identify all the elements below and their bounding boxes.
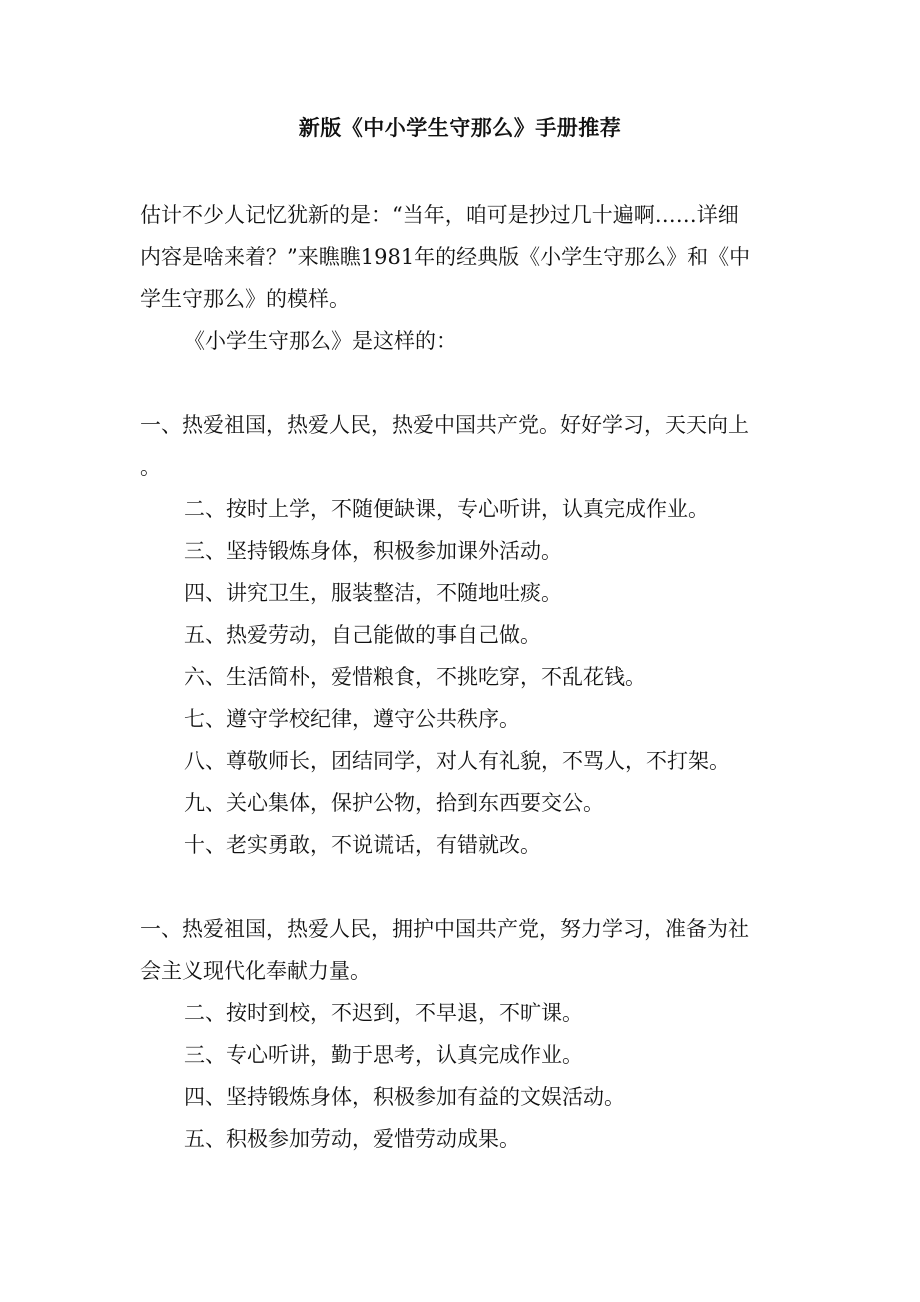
primary-rule-5: 五、热爱劳动，自己能做的事自己做。 (184, 623, 541, 647)
secondary-rule-2: 二、按时到校，不迟到，不早退，不旷课。 (184, 1001, 583, 1025)
secondary-rule-4: 四、坚持锻炼身体，积极参加有益的文娱活动。 (184, 1085, 625, 1109)
intro-line-2: 内容是啥来着？”来瞧瞧1981年的经典版《小学生守那么》和《中 (140, 245, 751, 269)
secondary-rule-3: 三、专心听讲，勤于思考，认真完成作业。 (184, 1043, 583, 1067)
primary-school-heading: 《小学生守那么》是这样的： (184, 329, 457, 353)
primary-rule-8: 八、尊敬师长，团结同学，对人有礼貌，不骂人，不打架。 (184, 749, 730, 773)
intro-line-1: 估计不少人记忆犹新的是：“当年，咱可是抄过几十遍啊……详细 (140, 203, 739, 227)
primary-rule-4: 四、讲究卫生，服装整洁，不随地吐痰。 (184, 581, 562, 605)
primary-rule-1: 一、热爱祖国，热爱人民，热爱中国共产党。好好学习，天天向上 (140, 413, 749, 437)
intro-line-3: 学生守那么》的模样。 (140, 287, 350, 311)
primary-rule-9: 九、关心集体，保护公物，拾到东西要交公。 (184, 791, 604, 815)
primary-rule-3: 三、坚持锻炼身体，积极参加课外活动。 (184, 539, 562, 563)
primary-rule-2: 二、按时上学，不随便缺课，专心听讲，认真完成作业。 (184, 497, 709, 521)
primary-rule-6: 六、生活简朴，爱惜粮食，不挑吃穿，不乱花钱。 (184, 665, 646, 689)
document-title: 新版《中小学生守那么》手册推荐 (298, 115, 622, 140)
secondary-rule-1: 一、热爱祖国，热爱人民，拥护中国共产党，努力学习，准备为社 (140, 917, 749, 941)
secondary-rule-5: 五、积极参加劳动，爱惜劳动成果。 (184, 1127, 520, 1151)
primary-rule-7: 七、遵守学校纪律，遵守公共秩序。 (184, 707, 520, 731)
primary-rule-10: 十、老实勇敢，不说谎话，有错就改。 (184, 833, 541, 857)
secondary-rule-1-continued: 会主义现代化奉献力量。 (140, 959, 371, 983)
primary-rule-1-continued: 。 (140, 455, 161, 479)
